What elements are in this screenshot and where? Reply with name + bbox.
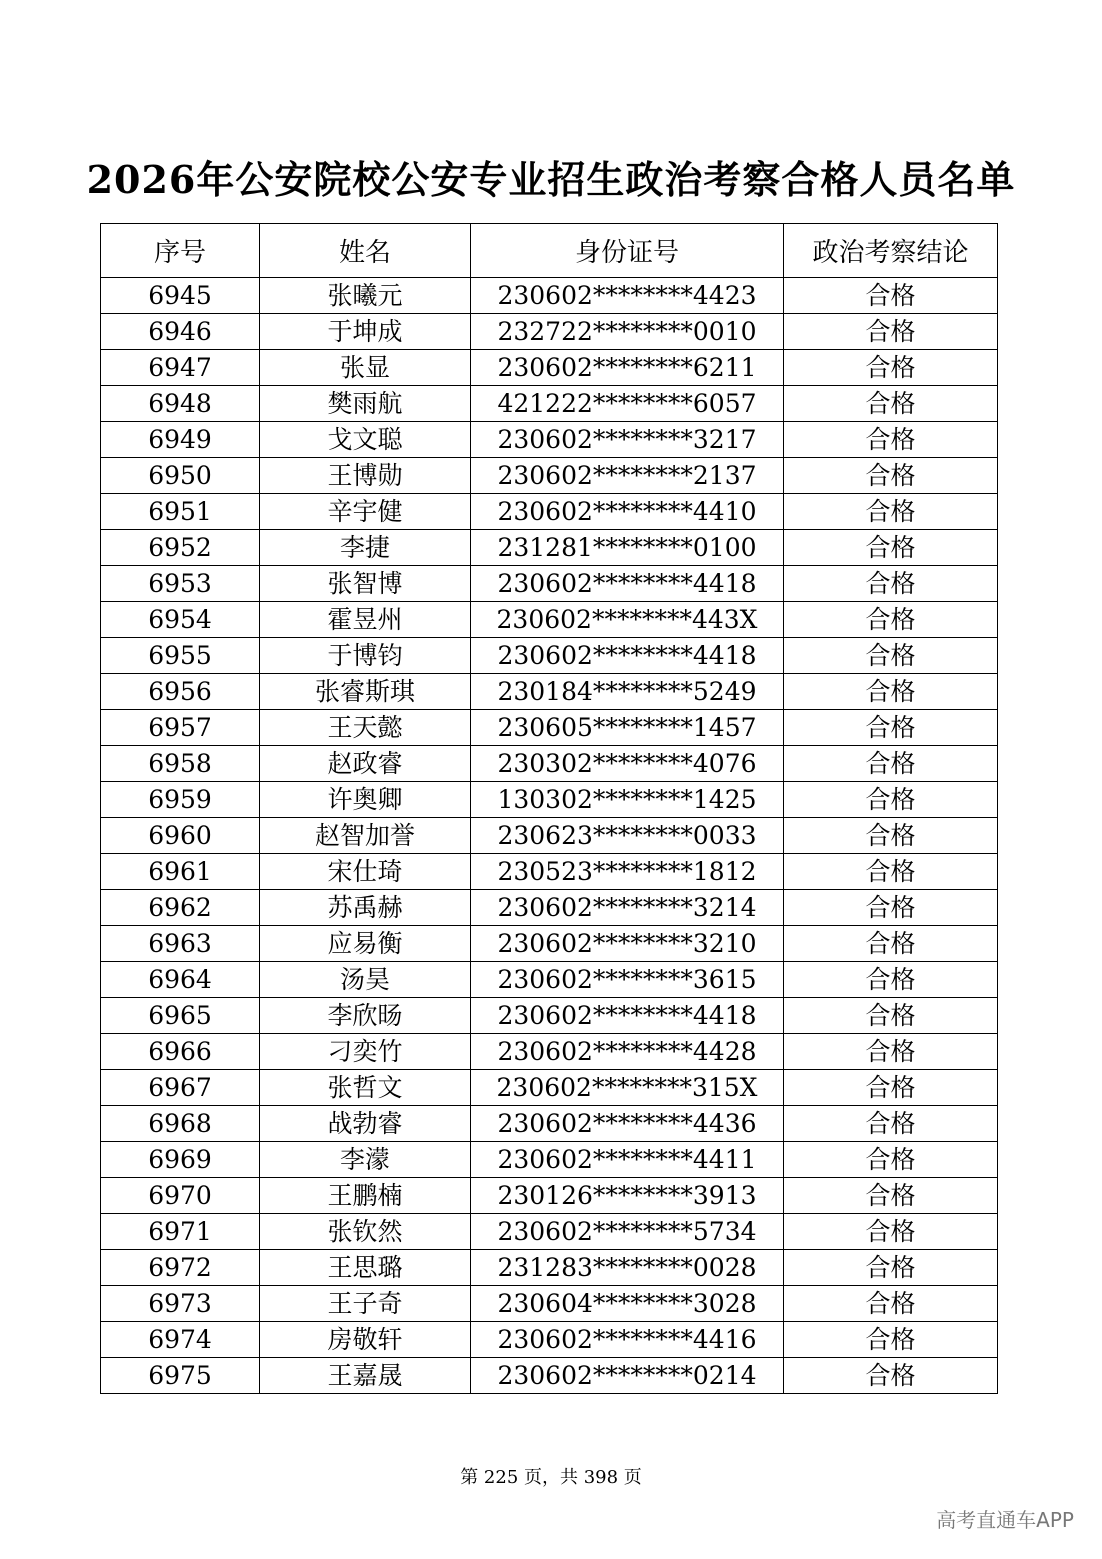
cell-id-number: 230602********315X [471,1070,784,1106]
table-row [101,314,998,350]
header-name: 姓名 [260,224,471,278]
cell-name: 王博勋 [260,458,471,494]
table-header-row [101,224,998,278]
cell-name: 苏禹赫 [260,890,471,926]
cell-id-number: 230602********3615 [471,962,784,998]
cell-conclusion: 合格 [784,314,998,350]
cell-id-number: 232722********0010 [471,314,784,350]
cell-name: 张曦元 [260,278,471,314]
cell-name: 王思璐 [260,1250,471,1286]
table-row [101,1250,998,1286]
cell-name: 王子奇 [260,1286,471,1322]
cell-name: 张睿斯琪 [260,674,471,710]
table-row [101,854,998,890]
cell-id-number: 230602********4418 [471,998,784,1034]
cell-seq: 6962 [101,890,260,926]
cell-seq: 6964 [101,962,260,998]
cell-name: 王天懿 [260,710,471,746]
cell-name: 张钦然 [260,1214,471,1250]
cell-seq: 6974 [101,1322,260,1358]
cell-seq: 6960 [101,818,260,854]
cell-name: 辛宇健 [260,494,471,530]
cell-conclusion: 合格 [784,1250,998,1286]
cell-seq: 6970 [101,1178,260,1214]
cell-conclusion: 合格 [784,1322,998,1358]
cell-conclusion: 合格 [784,782,998,818]
cell-conclusion: 合格 [784,962,998,998]
table-row [101,386,998,422]
cell-seq: 6947 [101,350,260,386]
table-row [101,962,998,998]
table-row [101,278,998,314]
table-row [101,926,998,962]
cell-conclusion: 合格 [784,710,998,746]
table-row [101,818,998,854]
cell-conclusion: 合格 [784,1358,998,1394]
cell-id-number: 230602********2137 [471,458,784,494]
cell-conclusion: 合格 [784,1142,998,1178]
cell-id-number: 230602********4418 [471,566,784,602]
cell-conclusion: 合格 [784,530,998,566]
cell-name: 房敬轩 [260,1322,471,1358]
table-row [101,638,998,674]
cell-name: 战勃睿 [260,1106,471,1142]
cell-conclusion: 合格 [784,818,998,854]
cell-seq: 6972 [101,1250,260,1286]
table-row [101,890,998,926]
table-row [101,1214,998,1250]
cell-seq: 6954 [101,602,260,638]
cell-id-number: 230605********1457 [471,710,784,746]
table-row [101,1034,998,1070]
cell-id-number: 230623********0033 [471,818,784,854]
table-row [101,530,998,566]
cell-name: 樊雨航 [260,386,471,422]
cell-seq: 6961 [101,854,260,890]
cell-conclusion: 合格 [784,1214,998,1250]
cell-seq: 6963 [101,926,260,962]
cell-seq: 6967 [101,1070,260,1106]
table-row [101,1178,998,1214]
table-row [101,1286,998,1322]
cell-conclusion: 合格 [784,566,998,602]
cell-conclusion: 合格 [784,386,998,422]
cell-name: 李捷 [260,530,471,566]
table-row [101,1070,998,1106]
cell-name: 于坤成 [260,314,471,350]
cell-seq: 6959 [101,782,260,818]
cell-name: 许奥卿 [260,782,471,818]
cell-name: 宋仕琦 [260,854,471,890]
cell-conclusion: 合格 [784,1106,998,1142]
cell-id-number: 230602********5734 [471,1214,784,1250]
cell-seq: 6975 [101,1358,260,1394]
cell-conclusion: 合格 [784,638,998,674]
cell-name: 赵智加誉 [260,818,471,854]
cell-id-number: 230302********4076 [471,746,784,782]
cell-seq: 6973 [101,1286,260,1322]
cell-id-number: 230126********3913 [471,1178,784,1214]
cell-seq: 6950 [101,458,260,494]
cell-name: 汤昊 [260,962,471,998]
header-id-number: 身份证号 [471,224,784,278]
table-row [101,782,998,818]
cell-id-number: 230602********3214 [471,890,784,926]
cell-seq: 6949 [101,422,260,458]
header-seq: 序号 [101,224,260,278]
table-body [101,278,998,1394]
cell-conclusion: 合格 [784,1178,998,1214]
cell-name: 李濛 [260,1142,471,1178]
table-row [101,350,998,386]
cell-seq: 6965 [101,998,260,1034]
table-row [101,458,998,494]
cell-seq: 6969 [101,1142,260,1178]
watermark: 高考直通车APP [936,1508,1074,1532]
cell-id-number: 230602********3210 [471,926,784,962]
cell-conclusion: 合格 [784,926,998,962]
cell-seq: 6953 [101,566,260,602]
table-row [101,1358,998,1394]
cell-seq: 6956 [101,674,260,710]
cell-id-number: 230602********4428 [471,1034,784,1070]
cell-name: 于博钧 [260,638,471,674]
document-title: 2026年公安院校公安专业招生政治考察合格人员名单 [86,157,1016,202]
table-row [101,746,998,782]
cell-name: 戈文聪 [260,422,471,458]
cell-conclusion: 合格 [784,350,998,386]
table-row [101,1142,998,1178]
cell-seq: 6946 [101,314,260,350]
cell-id-number: 230523********1812 [471,854,784,890]
header-conclusion: 政治考察结论 [784,224,998,278]
cell-conclusion: 合格 [784,458,998,494]
cell-seq: 6951 [101,494,260,530]
cell-conclusion: 合格 [784,890,998,926]
cell-conclusion: 合格 [784,998,998,1034]
cell-conclusion: 合格 [784,494,998,530]
cell-id-number: 230602********4416 [471,1322,784,1358]
cell-seq: 6945 [101,278,260,314]
cell-id-number: 230602********4410 [471,494,784,530]
cell-name: 王鹏楠 [260,1178,471,1214]
cell-conclusion: 合格 [784,746,998,782]
cell-id-number: 230602********6211 [471,350,784,386]
cell-id-number: 230602********3217 [471,422,784,458]
cell-name: 张显 [260,350,471,386]
cell-id-number: 421222********6057 [471,386,784,422]
cell-seq: 6966 [101,1034,260,1070]
cell-conclusion: 合格 [784,422,998,458]
table-row [101,494,998,530]
cell-name: 张哲文 [260,1070,471,1106]
cell-name: 应易衡 [260,926,471,962]
cell-seq: 6958 [101,746,260,782]
roster-table [100,223,998,1394]
table-row [101,674,998,710]
cell-id-number: 230184********5249 [471,674,784,710]
cell-seq: 6957 [101,710,260,746]
cell-seq: 6971 [101,1214,260,1250]
cell-id-number: 230602********4436 [471,1106,784,1142]
cell-name: 霍昱州 [260,602,471,638]
cell-name: 王嘉晟 [260,1358,471,1394]
cell-conclusion: 合格 [784,674,998,710]
cell-name: 李欣旸 [260,998,471,1034]
cell-conclusion: 合格 [784,278,998,314]
cell-seq: 6955 [101,638,260,674]
cell-conclusion: 合格 [784,854,998,890]
cell-id-number: 130302********1425 [471,782,784,818]
cell-seq: 6968 [101,1106,260,1142]
cell-conclusion: 合格 [784,1070,998,1106]
cell-seq: 6952 [101,530,260,566]
cell-id-number: 230602********0214 [471,1358,784,1394]
table-row [101,1322,998,1358]
cell-name: 刁奕竹 [260,1034,471,1070]
table-row [101,710,998,746]
cell-id-number: 230602********443X [471,602,784,638]
table-row [101,566,998,602]
cell-name: 张智博 [260,566,471,602]
table-row [101,602,998,638]
cell-id-number: 230602********4418 [471,638,784,674]
cell-id-number: 230602********4411 [471,1142,784,1178]
cell-id-number: 230604********3028 [471,1286,784,1322]
table-row [101,422,998,458]
cell-id-number: 231283********0028 [471,1250,784,1286]
cell-conclusion: 合格 [784,602,998,638]
cell-id-number: 231281********0100 [471,530,784,566]
cell-conclusion: 合格 [784,1034,998,1070]
cell-name: 赵政睿 [260,746,471,782]
cell-seq: 6948 [101,386,260,422]
page-number: 第 225 页，共 398 页 [460,1467,642,1488]
cell-conclusion: 合格 [784,1286,998,1322]
table-row [101,1106,998,1142]
cell-id-number: 230602********4423 [471,278,784,314]
table-row [101,998,998,1034]
